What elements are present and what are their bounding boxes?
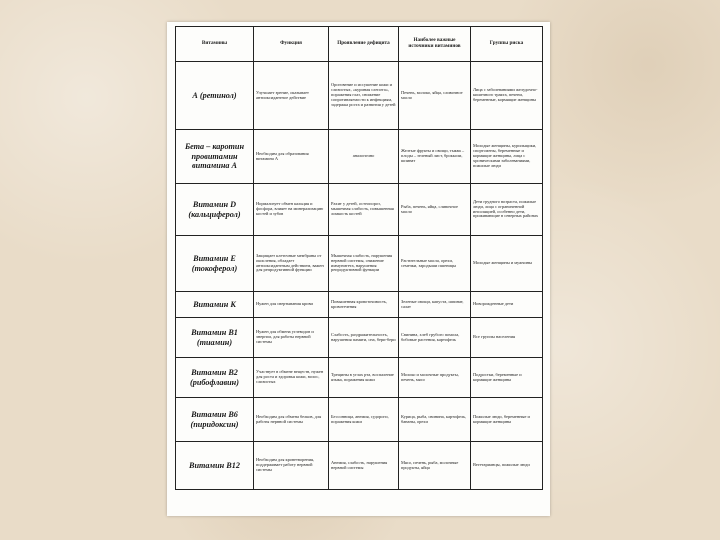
vitamin-deficiency: Повышенная кровоточивость, кровотечения [329,292,399,318]
table-row [176,292,543,318]
vitamin-name: Витамин В6 (пиридоксин) [176,398,254,442]
header-risk-groups: Группы риска [471,27,543,62]
vitamin-risk-groups: Вегетарианцы, пожилые люди [471,442,543,490]
vitamin-sources: Рыба, печень, яйца, сливочное масло [399,184,471,236]
vitamin-function: Нормализует обмен кальция и фосфора, влияет на минерализацию костей и зубов [254,184,329,236]
vitamin-risk-groups: Молодые женщины, курильщики, спортсмены, беременные и кормящие женщины, лица с хроническими заболеваниями, пожилые люди [471,130,543,184]
vitamin-sources: Молоко и молочные продукты, печень, мясо [399,358,471,398]
vitamin-sources: Желтые фрукты и овощи, тыква – плоды – зеленый лист, брокколи, шпинат [399,130,471,184]
vitamin-function: Необходим для кроветворения, поддерживает работу нервной системы [254,442,329,490]
vitamin-name: Бета – каротин провитамин витамина А [176,130,254,184]
vitamin-deficiency: Бессонница, анемия, судороги, поражения кожи [329,398,399,442]
vitamin-name: Витамин В2 (рибофлавин) [176,358,254,398]
vitamin-table [175,26,543,490]
table-row [176,318,543,358]
header-function: Функция [254,27,329,62]
vitamin-function: Необходим для образования витамина А [254,130,329,184]
vitamin-function: Необходим для обмена белков, для работы нервной системы [254,398,329,442]
vitamin-risk-groups: Лица с заболеваниями желудочно-кишечного тракта, печени, беременные, кормящие женщины [471,62,543,130]
vitamin-risk-groups: Молодые женщины и мужчины [471,236,543,292]
table-row [176,62,543,130]
header-sources: Наиболее важные источники витаминов [399,27,471,62]
table-row [176,398,543,442]
vitamin-name: А (ретинол) [176,62,254,130]
vitamin-deficiency: Анемия, слабость, нарушения нервной системы [329,442,399,490]
document-page [167,22,550,516]
vitamin-risk-groups: Пожилые люди, беременные и кормящие женщины [471,398,543,442]
vitamin-sources: Свинина, хлеб грубого помола, бобовые растения, картофель [399,318,471,358]
vitamin-name: Витамин В1 (тиамин) [176,318,254,358]
vitamin-risk-groups: Дети грудного возраста, пожилые люди, лица с ограниченной инсоляцией, особенно дети, проживающие в северных районах [471,184,543,236]
header-vitamins: Витамины [176,27,254,62]
table-row [176,442,543,490]
vitamin-deficiency: Ороговение и иссушение кожи и слизистых, «куриная слепота», поражения глаз, снижение сопротивляемости к инфекциям, задержка роста и развития у детей [329,62,399,130]
vitamin-risk-groups: Все группы населения [471,318,543,358]
vitamin-function: Защищает клеточные мембраны от окисления, обладает антиоксидантным действием, важен для репродуктивной функции [254,236,329,292]
vitamin-deficiency: Слабость, раздражительность, нарушения памяти, сна, бери-бери [329,318,399,358]
vitamin-deficiency: Трещины в углах рта, воспаление языка, поражения кожи [329,358,399,398]
vitamin-risk-groups: Подростки, беременные и кормящие женщины [471,358,543,398]
vitamin-sources: Курица, рыба, свинина, картофель, бананы, орехи [399,398,471,442]
table-row [176,358,543,398]
vitamin-risk-groups: Новорожденные дети [471,292,543,318]
vitamin-name: Витамин В12 [176,442,254,490]
table-row [176,236,543,292]
vitamin-function: Нужен для обмена углеводов и энергии, для работы нервной системы [254,318,329,358]
vitamin-deficiency: Мышечная слабость, нарушения нервной системы, снижение иммунитета, нарушения репродуктивной функции [329,236,399,292]
table-row [176,130,543,184]
vitamin-function: Участвует в обмене веществ, нужен для роста и здоровья кожи, волос, слизистых [254,358,329,398]
vitamin-deficiency: Рахит у детей, остеопороз, мышечная слабость, повышенная ломкость костей [329,184,399,236]
table-header-row [176,27,543,62]
vitamin-sources: Растительные масла, орехи, семечки, зародыши пшеницы [399,236,471,292]
vitamin-name: Витамин Е (токоферол) [176,236,254,292]
vitamin-function: Улучшает зрение, оказывает антиоксидантное действие [254,62,329,130]
vitamin-name: Витамин К [176,292,254,318]
vitamin-function: Нужен для свертывания крови [254,292,329,318]
header-deficiency: Проявление дефицита [329,27,399,62]
vitamin-deficiency: аналогично [329,130,399,184]
table-row [176,184,543,236]
vitamin-sources: Печень, молоко, яйца, сливочное масло [399,62,471,130]
vitamin-sources: Мясо, печень, рыба, молочные продукты, яйца [399,442,471,490]
vitamin-name: Витамин D (кальциферол) [176,184,254,236]
vitamin-sources: Зеленые овощи, капуста, шпинат, салат [399,292,471,318]
